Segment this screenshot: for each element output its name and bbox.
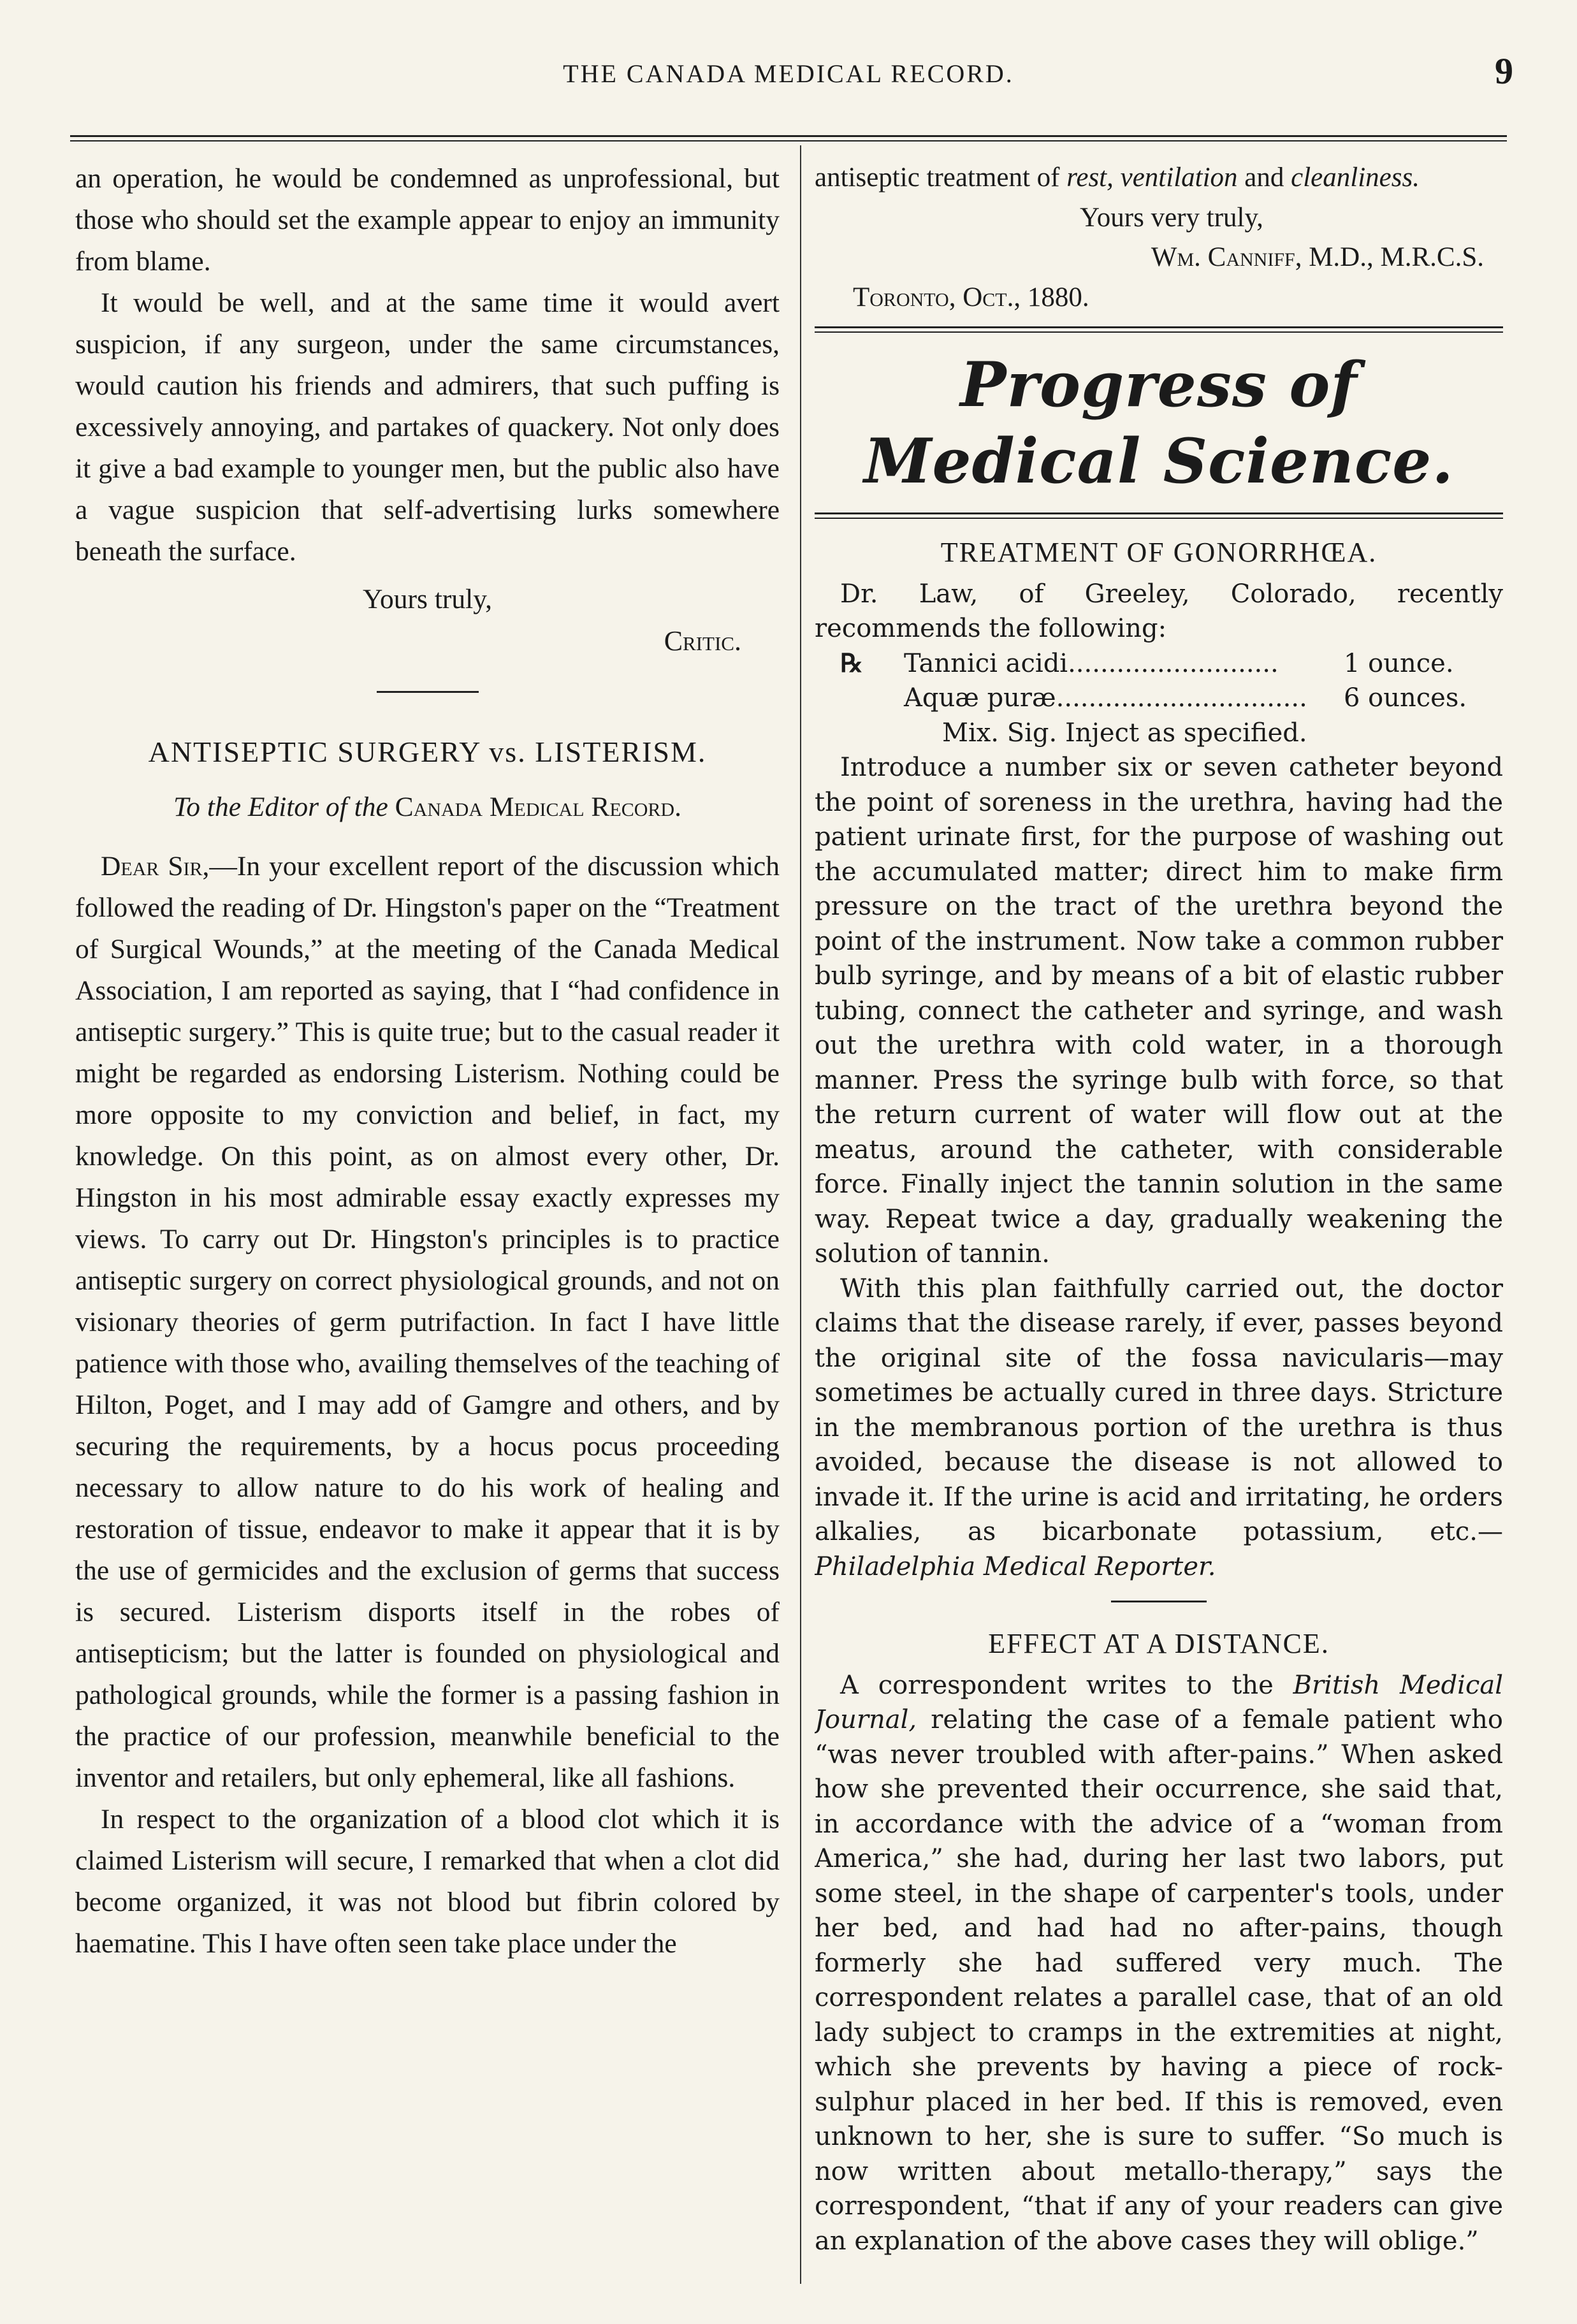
article-paragraph-2: In respect to the organization of a blood clot which it is claimed Listerism will secure, I remarked that when a clot did become organized, it was not blood but fibrin colored by haematine. This I have often seen take place under the [75,1804,780,1959]
separator-rule-right [1111,1601,1207,1602]
article-subtitle-publication: Canada Medical Record. [395,792,681,822]
prescription-mix: Mix. Sig. Inject as specified. [942,718,1307,748]
rx-symbol: ℞ [840,648,863,678]
salutation: Dear Sir, [101,851,210,882]
gonorrhoea-paragraph-2-text: With this plan faithfully carried out, the doctor claims that the disease rarely, if ever, passes beyond the original site of the fossa navicularis—may sometimes be actually cured in three days. Stricture in the membranous portion of the urethra is thus avoided, because the disease is not allowed to invade it. If the urine is acid and irritating, he orders alkalies, as bicarbonate potassium, etc.— [815,1274,1503,1546]
letter-place-date: Toronto, Oct., 1880. [853,282,1089,312]
page-number: 9 [1495,50,1513,92]
column-divider [800,145,801,2284]
section-rule-bottom [815,512,1503,519]
article-paragraph-1-text: —In your excellent report of the discussion which followed the reading of Dr. Hingston's paper on the “Treatment of Surgical Wounds,” at the meeting of the Canada Medical Association, I am reported as saying, that I “had confidence in antiseptic surgery.” This is quite true; but to the casual reader it might be regarded as endorsing Listerism. Nothing could be more opposite to my conviction and belief, in fact, my knowledge. On this point, as on almost every other, Dr. Hingston in his most admirable essay exactly expresses my views. To carry out Dr. Hingston's principles is to practice antiseptic surgery on correct physiological grounds, and not on visionary theories of germ putrifaction. In fact I have little patience with those who, availing themselves of the teaching of Hilton, Poget, and I may add of Gamgre and others, and by securing the requirements, by a hocus pocus proceeding necessary to allow nature to do his work of healing and restoration of tissue, endeavor to make it appear that it is by the use of germicides and the exclusion of germs that success is secured. Listerism disports itself in the robes of antisepticism; but the latter is founded on physiological and pathological grounds, while the former is a passing fashion in the practice of our profession, meanwhile beneficial to the inventor and retailers, but only ephemeral, like all fashions. [75,851,780,1793]
gonorrhoea-intro: Dr. Law, of Greeley, Colorado, recently recommends the following: [815,579,1503,643]
rx-qty-1: 1 ounce. [1344,648,1454,678]
right-column [815,158,1503,2300]
left-column [75,158,780,2300]
distance-text-b: relating the case of a female patient who “was never troubled with after-pains.” When asked how she prevented their occurrence, she said that, in accordance with the advice of a “woman from America,” she had, during her last two labors, put some steel, in the shape of carpenter's tools, under her bed, and had had no after-pains, though formerly she had suffered very much. The correspondent relates a parallel case, that of an old lady subject to cramps in the extremities at night, which she prevents by having a piece of rock-sulphur placed in her bed. If this is removed, even unknown to her, she is sure to suffer. “So much is now written about metallo-therapy,” says the correspondent, “that if any of your readers can give an explanation of the above cases they will oblige.” [815,1705,1503,2256]
article-subtitle [75,787,780,828]
prescription-line-2 [815,681,1503,716]
letter-continuation-emphasis: rest, ventilation [1066,163,1238,192]
running-head: THE CANADA MEDICAL RECORD. [563,59,1014,88]
letter-continuation-and: and [1244,163,1284,192]
distance-text-a: A correspondent writes to the [840,1670,1274,1700]
article-paragraph-1 [75,846,780,1799]
gonorrhoea-source: Philadelphia Medical Reporter. [815,1551,1216,1581]
distance-title: EFFECT AT A DISTANCE. [988,1628,1330,1659]
distance-paragraph [815,1668,1503,2259]
gonorrhoea-title: TREATMENT OF GONORRHŒA. [940,537,1377,568]
rx-qty-2: 6 ounces. [1344,683,1467,713]
article-subtitle-prefix: To the Editor of the [173,792,388,822]
section-rule-top [815,326,1503,333]
rx-item-1: Tannici acidi.......................... [904,648,1279,678]
letter-closing-right: Yours very truly, [1080,202,1263,233]
letter-continuation-emphasis-2: cleanliness. [1291,163,1420,192]
letter-closing: Yours truly, [362,584,493,614]
prescription-line-1 [815,646,1503,681]
section-title: Progress of Medical Science. [864,349,1454,497]
gonorrhoea-paragraph-1: Introduce a number six or seven catheter beyond the point of soreness in the urethra, having had the patient urinate first, for the purpose of washing out the accumulated matter; direct him to make firm pressure on the tract of the urethra beyond the point of the instrument. Now take a common rubber bulb syringe, and by means of a bit of elastic rubber tubing, connect the catheter and syringe, and wash out the urethra with cold water, in a thorough manner. Press the syringe bulb with force, so that the return current of water will flow out at the meatus, around the catheter, with considerable force. Finally inject the tannin solution in the same way. Repeat twice a day, gradually weakening the solution of tannin. [815,753,1503,1268]
letter-end-paragraph-1: an operation, he would be condemned as unprofessional, but those who should set the example appear to enjoy an immunity from blame. [75,163,780,277]
gonorrhoea-paragraph-2 [815,1272,1503,1585]
rx-item-2: Aquæ puræ............................... [904,683,1307,713]
letter-continuation [815,158,1503,198]
letter-signature: Critic. [664,625,741,657]
gonorrhoea-body [815,577,1503,1585]
article-title: ANTISEPTIC SURGERY vs. LISTERISM. [148,736,707,768]
distance-journal: British Medical Journal, [815,1670,1503,1734]
letter-signature-right: Wm. Canniff, M.D., M.R.C.S. [1151,242,1484,272]
letter-end-paragraph-2: It would be well, and at the same time it would avert suspicion, if any surgeon, under the same circumstances, would caution his friends and admirers, that such puffing is excessively annoying, and partakes of quackery. Not only does it give a bad example to younger men, but the public also have a vague suspicion that self-advertising lurks somewhere beneath the surface. [75,287,780,567]
distance-body [815,1668,1503,2259]
header-rule [70,135,1507,142]
separator-rule [377,691,479,693]
letter-continuation-text: antiseptic treatment of [815,163,1060,192]
